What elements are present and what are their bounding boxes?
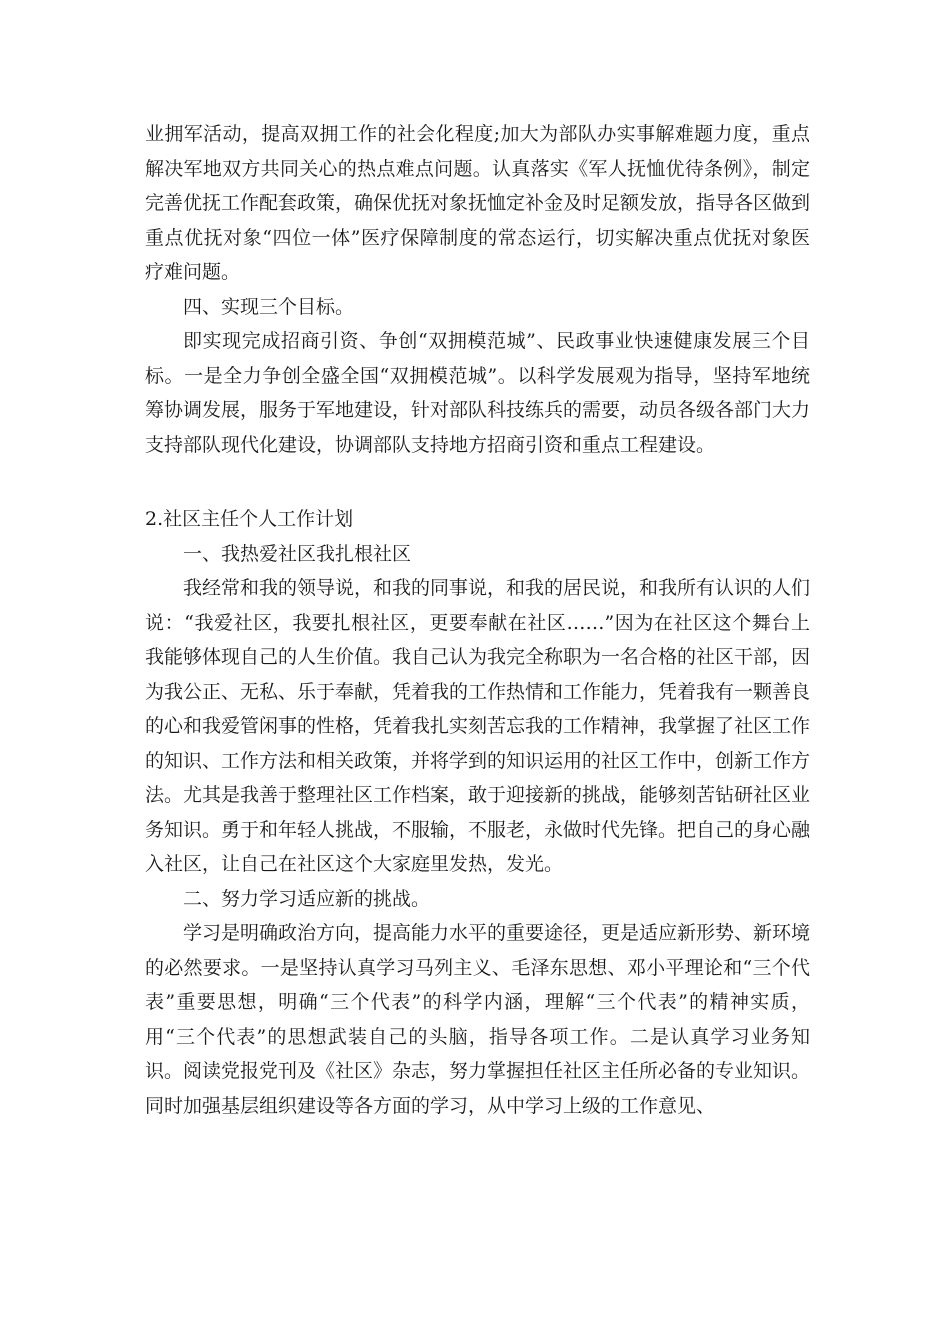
document-body [145,117,810,1123]
section-title: 2.社区主任个人工作计划 [145,508,354,530]
paragraph-goals: 即实现完成招商引资、争创“双拥模范城”、民政事业快速健康发展三个目标。一是全力争创全盛全国“双拥模范城”。以科学发展观为指导，坚持军地统筹协调发展，服务于军地建设，针对部队科技练兵的需要，动员各级各部门大力支持部队现代化建设，协调部队支持地方招商引资和重点工程建设。 [145,330,811,456]
heading-study: 二、努力学习适应新的挑战。 [183,887,431,910]
heading-four-goals: 四、实现三个目标。 [183,295,355,318]
paragraph-continued: 业拥军活动，提高双拥工作的社会化程度;加大为部队办实事解难题力度，重点解决军地双方共同关心的热点难点问题。认真落实《军人抚恤优待条例》，制定完善优抚工作配套政策，确保优抚对象抚恤定补金及时足额发放，指导各区做到重点优抚对象“四位一体”医疗保障制度的常态运行，切实解决重点优抚对象医疗难问题。 [145,123,811,283]
paragraph-love-community: 我经常和我的领导说，和我的同事说，和我的居民说，和我所有认识的人们说：“我爱社区，我要扎根社区，更要奉献在社区……”因为在社区这个舞台上我能够体现自己的人生价值。我自己认为我完全称职为一名合格的社区干部，因为我公正、无私、乐于奉献，凭着我的工作热情和工作能力，凭着我有一颗善良的心和我爱管闲事的性格，凭着我扎实刻苦忘我的工作精神，我掌握了社区工作的知识、工作方法和相关政策，并将学到的知识运用的社区工作中，创新工作方法。尤其是我善于整理社区工作档案，敢于迎接新的挑战，能够刻苦钻研社区业务知识。勇于和年轻人挑战，不服输，不服老，永做时代先锋。把自己的身心融入社区，让自己在社区这个大家庭里发热，发光。 [145,577,811,875]
paragraph-study: 学习是明确政治方向，提高能力水平的重要途径，更是适应新形势、新环境的必然要求。一是坚持认真学习马列主义、毛泽东思想、邓小平理论和“三个代表”重要思想，明确“三个代表”的科学内涵，理解“三个代表”的精神实质，用“三个代表”的思想武装自己的头脑，指导各项工作。二是认真学习业务知识。阅读党报党刊及《社区》杂志，努力掌握担任社区主任所必备的专业知识。同时加强基层组织建设等各方面的学习，从中学习上级的工作意见、 [145,922,811,1117]
heading-love-community: 一、我热爱社区我扎根社区 [183,542,412,565]
